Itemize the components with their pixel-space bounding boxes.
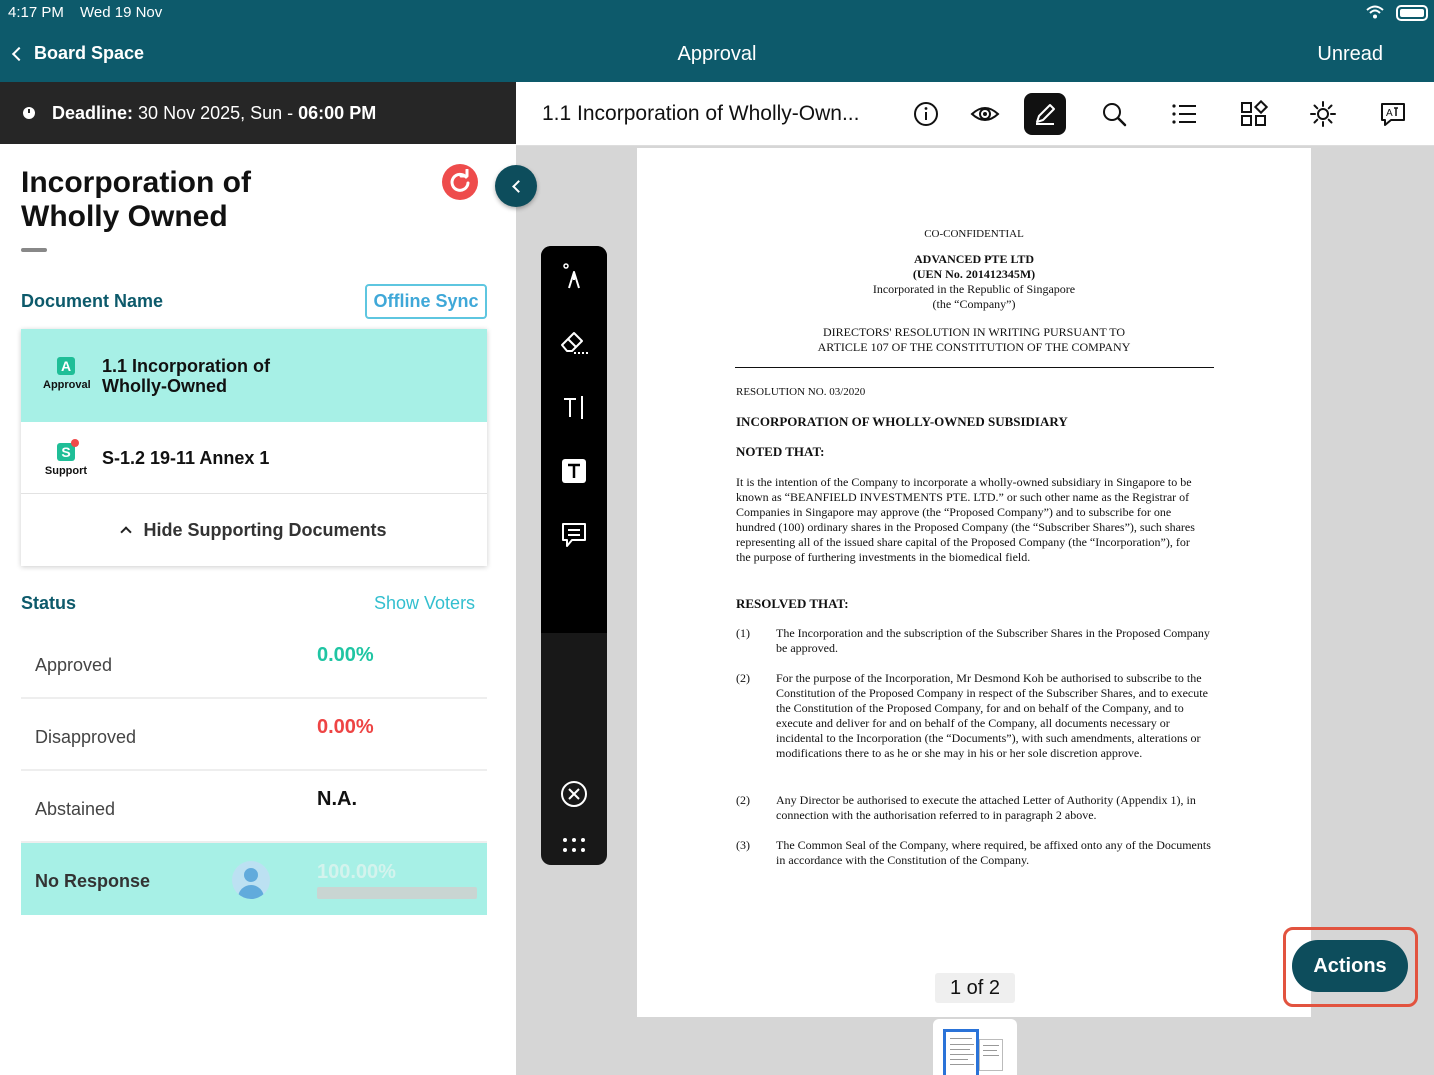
status-row-abstained[interactable] — [21, 771, 487, 843]
approval-badge-icon — [43, 357, 89, 391]
badge-letter: A — [57, 357, 75, 375]
back-label: Board Space — [34, 43, 145, 63]
doc-noted-that: NOTED THAT: — [736, 444, 825, 459]
doc-uen: (UEN No. 201412345M) — [912, 267, 1036, 281]
document-name-line2: Wholly-Owned — [102, 376, 227, 396]
status-bar — [0, 0, 1434, 26]
document-title: 1.1 Incorporation of Wholly-Own... — [542, 102, 860, 125]
status-row-value: 0.00% — [317, 716, 374, 738]
refresh-button[interactable] — [442, 164, 478, 200]
comment-icon[interactable] — [554, 515, 594, 555]
doc-item-text: For the purpose of the Incorporation, Mr Desmond Koh be authorised to subscribe to the Constitution of the Proposed Company in respect of the Subscriber Shares, and to execute the Constitution of the Proposed Company, for and on behalf of the Company, and to execute and deliver for and on behalf of the Company, all documents necessary or incidental to the Incorporation (the “Documents”), with such amendments, alterations or modifications there to as he or she may in his or her sole discretion approve. — [776, 671, 1208, 760]
doc-resolved-that: RESOLVED THAT: — [736, 596, 849, 611]
document-item-approval[interactable] — [21, 329, 487, 422]
back-button[interactable] — [10, 43, 144, 64]
deadline-time: 06:00 PM — [298, 102, 377, 123]
document-name-line1: 1.1 Incorporation of — [102, 356, 271, 376]
status-row-label: Abstained — [35, 799, 116, 819]
badge-letter: S — [61, 444, 71, 460]
text-box-icon[interactable] — [554, 451, 594, 491]
badge-caption: Approval — [43, 379, 91, 391]
status-row-value: 100.00% — [317, 861, 396, 883]
deadline-date: 30 Nov 2025, Sun — [138, 102, 283, 123]
status-row-disapproved[interactable] — [21, 699, 487, 771]
badge-caption: Support — [44, 465, 88, 477]
document-toolbar — [516, 82, 1434, 146]
show-voters-link[interactable]: Show Voters — [374, 593, 476, 613]
status-row-value: 0.00% — [317, 644, 374, 666]
eraser-icon[interactable] — [554, 322, 594, 362]
text-size-icon[interactable] — [1372, 93, 1414, 135]
search-icon[interactable] — [1093, 93, 1135, 135]
doc-incorporated: Incorporated in the Republic of Singapore — [872, 282, 1076, 296]
doc-item-text: Any Director be authorised to execute the attached Letter of Authority (Appendix 1), in connection with the authorisation referred to in paragraph 2 above. — [776, 793, 1196, 822]
doc-divider — [735, 367, 1214, 368]
doc-item-number: (3) — [736, 838, 750, 852]
document-item-support[interactable] — [21, 422, 487, 494]
list-icon[interactable] — [1163, 93, 1205, 135]
doc-item-text: The Incorporation and the subscription of the Subscriber Shares in the Proposed Company be approved. — [776, 626, 1210, 655]
status-row-label: No Response — [35, 871, 151, 891]
page-thumbnail-2[interactable] — [979, 1039, 1003, 1071]
status-row-value: N.A. — [317, 788, 357, 810]
status-row-label: Disapproved — [35, 727, 137, 747]
text-cursor-icon[interactable] — [554, 387, 594, 427]
agenda-panel — [0, 144, 516, 1075]
response-progress-bar — [317, 887, 477, 899]
status-time: 4:17 PM — [8, 4, 64, 21]
status-date: Wed 19 Nov — [80, 4, 163, 21]
support-badge-icon — [43, 443, 89, 477]
doc-subject: INCORPORATION OF WHOLLY-OWNED SUBSIDIARY — [736, 414, 1068, 429]
offline-sync-button[interactable]: Offline Sync — [365, 284, 487, 319]
apps-icon[interactable] — [1233, 93, 1275, 135]
unread-dot-icon — [71, 439, 79, 447]
doc-item-text: The Common Seal of the Company, where required, be affixed onto any of the Documents in accordance with the Constitution of the Company. — [776, 838, 1211, 867]
avatar-icon — [232, 861, 270, 899]
doc-heading-line1: DIRECTORS' RESOLUTION IN WRITING PURSUANT TO — [822, 325, 1126, 339]
doc-noted-body: It is the intention of the Company to incorporate a wholly-owned subsidiary in Singapore to be known as “BEANFIELD INVESTMENTS PTE. LTD.” or such other name as the Registrar of Companies in Singapore may approve (the “Proposed Company”) and to subscribe for one hundred (100) ordinary shares in the Proposed Company (the “Subscriber Shares”), such shares representing all of the issued share capital of the Proposed Company (the “Incorporation”), for the purpose of furthering investments in the biomedical field. — [736, 475, 1195, 564]
clock-icon — [23, 107, 35, 119]
refresh-icon — [447, 169, 473, 195]
annotation-toolbar — [541, 246, 607, 865]
page-indicator: 1 of 2 — [935, 973, 1015, 1003]
document-name: S-1.2 19-11 Annex 1 — [102, 448, 270, 468]
page-thumbnail-strip[interactable] — [933, 1019, 1017, 1075]
chevron-left-icon — [12, 46, 26, 60]
hide-supporting-documents-button[interactable] — [21, 494, 487, 566]
info-icon[interactable] — [905, 93, 947, 135]
status-row-approved[interactable] — [21, 627, 487, 699]
actions-button[interactable]: Actions — [1292, 940, 1408, 992]
doc-company-alias: (the “Company”) — [932, 297, 1016, 311]
doc-item-number: (2) — [736, 671, 750, 685]
title-divider — [21, 248, 47, 252]
annotation-tools-group — [541, 246, 607, 633]
eye-icon[interactable] — [964, 93, 1006, 135]
battery-icon — [1396, 5, 1428, 21]
nav-bar — [0, 26, 1434, 82]
doc-item-number: (1) — [736, 626, 750, 640]
page-title: Approval — [677, 43, 757, 65]
doc-confidential: CO-CONFIDENTIAL — [924, 228, 1024, 240]
collapse-panel-button[interactable] — [495, 165, 537, 207]
pencil-icon[interactable] — [1024, 93, 1066, 135]
status-row-no-response[interactable] — [21, 843, 487, 915]
doc-company: ADVANCED PTE LTD — [913, 252, 1035, 266]
status-row-label: Approved — [35, 655, 113, 675]
agenda-title: Incorporation of Wholly Owned — [21, 166, 251, 233]
deadline-separator: - — [282, 102, 299, 123]
unread-button[interactable]: Unread — [1317, 43, 1383, 65]
wifi-icon — [1366, 5, 1384, 19]
pen-tool-icon[interactable] — [554, 258, 594, 298]
document-list — [21, 329, 487, 566]
page-thumbnail-1[interactable] — [943, 1029, 979, 1075]
deadline-label: Deadline: — [52, 102, 134, 123]
doc-heading-line2: ARTICLE 107 OF THE CONSTITUTION OF THE COMPANY — [817, 340, 1131, 354]
doc-item-number: (2) — [736, 793, 750, 807]
document-page — [637, 148, 1311, 1017]
chevron-left-icon — [512, 180, 525, 193]
document-name — [102, 356, 270, 396]
doc-resolution-no: RESOLUTION NO. 03/2020 — [736, 386, 866, 398]
chevron-up-icon — [120, 526, 131, 537]
brightness-icon[interactable] — [1302, 93, 1344, 135]
hide-supporting-label: Hide Supporting Documents — [143, 519, 387, 540]
document-name-label: Document Name — [21, 291, 164, 311]
svg-text:A: A — [1386, 108, 1393, 119]
deadline-bar — [0, 82, 516, 144]
close-circle-icon[interactable] — [554, 774, 594, 814]
status-label: Status — [21, 593, 77, 613]
more-dots-icon[interactable] — [554, 825, 594, 865]
